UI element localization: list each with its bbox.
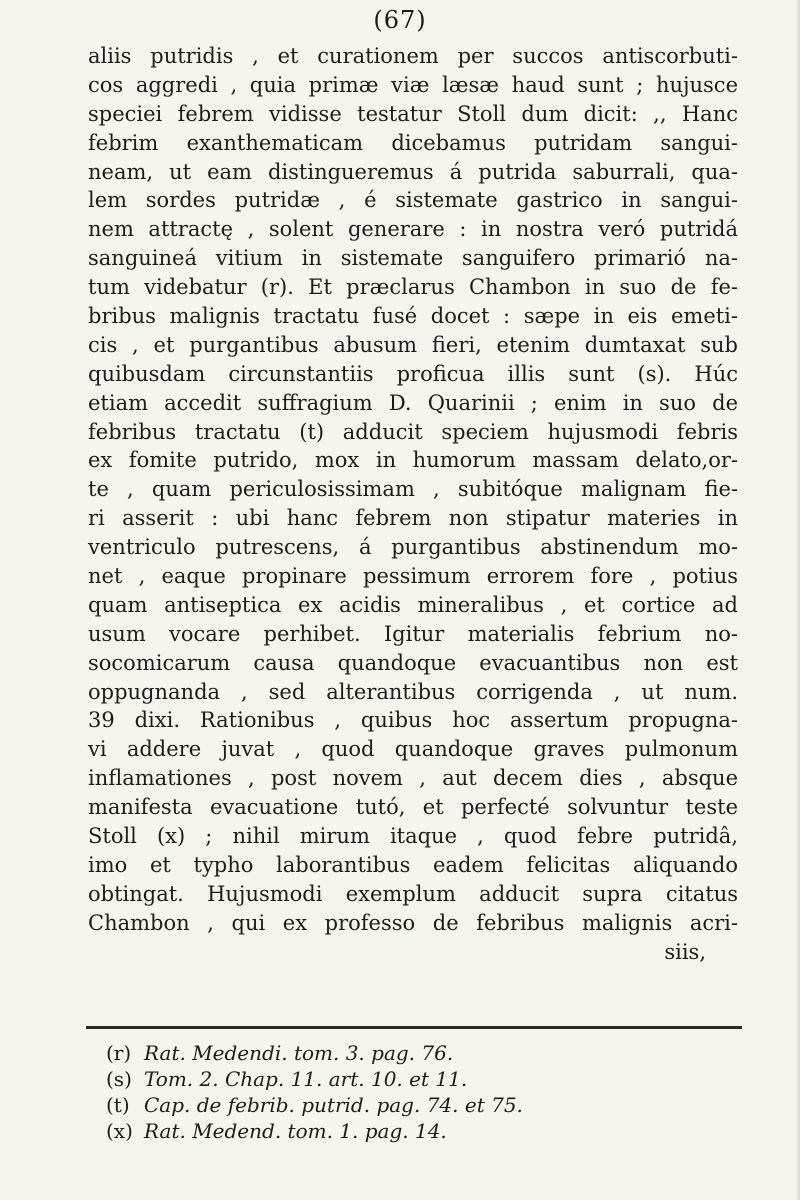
footnote-mark: (t): [106, 1093, 130, 1117]
text-line: tum videbatur (r). Et præclarus Chambon in suo de fe-: [88, 275, 738, 300]
text-line: neam, ut eam distingueremus á putrida saburrali, qua-: [88, 159, 738, 184]
footnote: [106, 1066, 706, 1092]
footnote-text: Tom. 2. Chap. 11. art. 10. et 11.: [144, 1067, 468, 1091]
text-line: nem attractę , solent generare : in nostra veró putridá: [88, 217, 738, 242]
footnote-text: Rat. Medend. tom. 1. pag. 14.: [144, 1119, 447, 1143]
text-line: socomicarum causa quandoque evacuantibus non est: [88, 650, 738, 675]
footnote-mark: (s): [106, 1067, 132, 1091]
text-line: imo et typho laborantibus eadem felicitas aliquando: [88, 852, 738, 877]
text-line: speciei febrem vidisse testatur Stoll dum dicit: ,, Hanc: [88, 101, 738, 126]
text-line: ri asserit : ubi hanc febrem non stipatur materies in: [88, 506, 738, 531]
footnote: [106, 1040, 706, 1066]
text-line: Stoll (x) ; nihil mirum itaque , quod febre putridâ,: [88, 824, 738, 849]
footnote-mark: (x): [106, 1119, 133, 1143]
text-line: cos aggredi , quia primæ viæ læsæ haud sunt ; hujusce: [88, 72, 738, 97]
text-line: usum vocare perhibet. Igitur materialis febrium no-: [88, 621, 738, 646]
text-line: te , quam periculosissimam , subitóque malignam fie-: [88, 477, 738, 502]
text-line: ex fomite putrido, mox in humorum massam delato,or-: [88, 448, 738, 473]
text-line: ventriculo putrescens, á purgantibus abstinendum mo-: [88, 535, 738, 560]
page-number: (67): [373, 6, 427, 34]
text-line: net , eaque propinare pessimum errorem fore , potius: [88, 564, 738, 589]
text-line: aliis putridis , et curationem per succos antiscorbuti-: [88, 44, 738, 68]
text-line: bribus malignis tractatu fusé docet : sæpe in eis emeti-: [88, 304, 738, 329]
catchword: siis,: [664, 939, 706, 964]
text-line: cis , et purgantibus abusum fieri, etenim dumtaxat sub: [88, 332, 738, 357]
text-line: etiam accedit suffragium D. Quarinii ; enim in suo de: [88, 390, 738, 415]
body-text: [88, 42, 738, 967]
text-line: oppugnanda , sed alterantibus corrigenda , ut num.: [88, 679, 738, 704]
text-line: manifesta evacuatione tutó, et perfecté solvuntur teste: [88, 795, 738, 820]
text-line: Chambon , qui ex professo de febribus malignis acri-: [88, 910, 738, 935]
text-line: febribus tractatu (t) adducit speciem hujusmodi febris: [88, 419, 738, 444]
text-line: 39 dixi. Rationibus , quibus hoc assertum propugna-: [88, 708, 738, 733]
footnote: [106, 1092, 706, 1118]
footnote-rule: [86, 1026, 742, 1029]
text-line: obtingat. Hujusmodi exemplum adducit supra citatus: [88, 881, 738, 906]
footnote-mark: (r): [106, 1041, 132, 1065]
text-line: inflamationes , post novem , aut decem dies , absque: [88, 766, 738, 791]
text-line: quibusdam circunstantiis proficua illis sunt (s). Húc: [88, 361, 738, 386]
footnote-text: Rat. Medendi. tom. 3. pag. 76.: [144, 1041, 454, 1065]
text-line: lem sordes putridæ , é sistemate gastrico in sangui-: [88, 188, 738, 213]
text-line: quam antiseptica ex acidis mineralibus , et cortice ad: [88, 592, 738, 617]
footnote: [106, 1118, 706, 1144]
text-line: vi addere juvat , quod quandoque graves pulmonum: [88, 737, 738, 762]
text-line: sanguineá vitium in sistemate sanguifero primarió na-: [88, 246, 738, 271]
page-edge-shadow: [795, 0, 800, 1200]
footnote-text: Cap. de febrib. putrid. pag. 74. et 75.: [144, 1093, 523, 1117]
footnotes: [106, 1040, 706, 1144]
text-line: febrim exanthematicam dicebamus putridam sangui-: [88, 130, 738, 155]
